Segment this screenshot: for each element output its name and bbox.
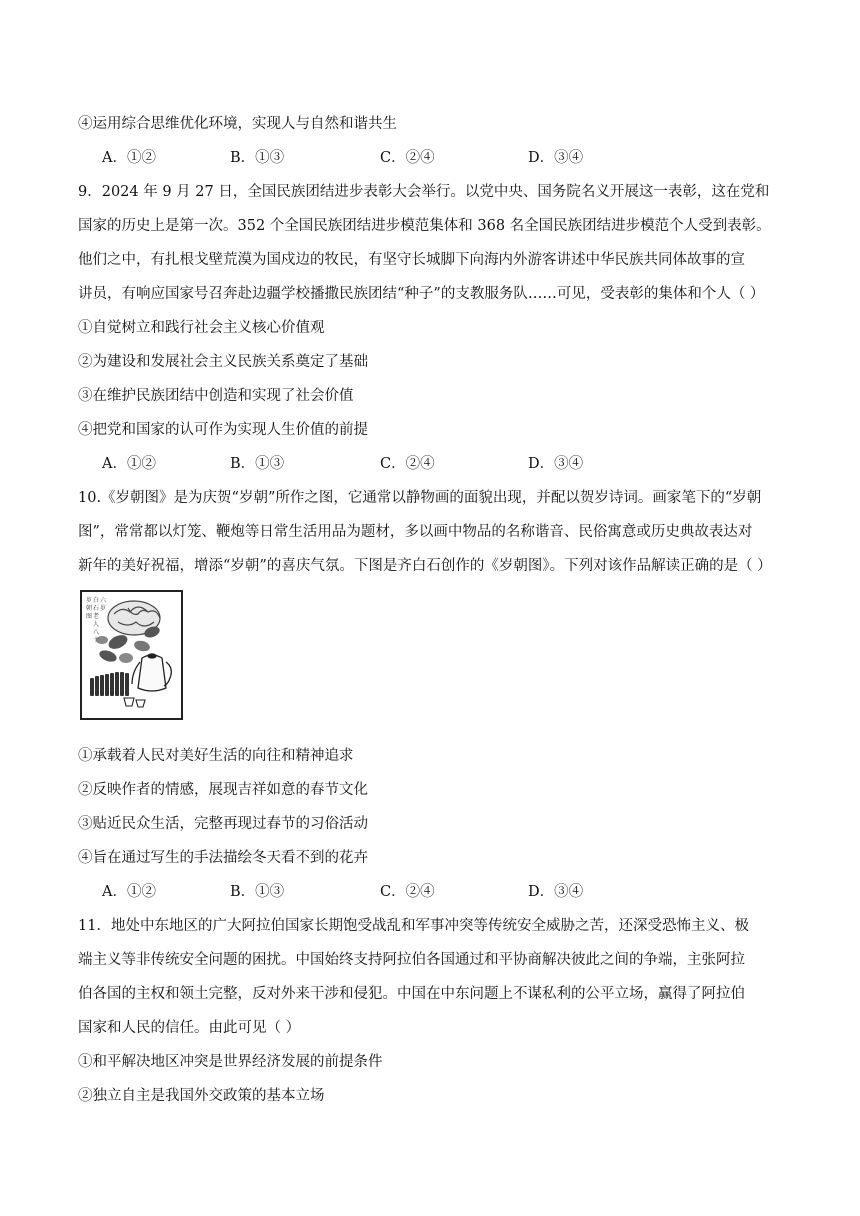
svg-text:白: 白 xyxy=(93,597,100,604)
svg-text:人: 人 xyxy=(93,621,100,628)
q11-stem-line-1: 11．地处中东地区的广大阿拉伯国家长期饱受战乱和军事冲突等传统安全威胁之苦，还深受恐怖主义、极 xyxy=(78,918,749,934)
option-c: C．②④ xyxy=(380,150,435,166)
svg-text:六: 六 xyxy=(100,597,107,604)
svg-text:八: 八 xyxy=(93,629,100,636)
q11-stem-line-2: 端主义等非传统安全问题的困扰。中国始终支持阿拉伯各国通过和平协商解决彼此之间的争端，主张阿拉 xyxy=(78,952,745,968)
option-d: D．③④ xyxy=(528,150,584,166)
q8-answer-options xyxy=(102,146,822,166)
svg-text:图: 图 xyxy=(86,613,93,620)
option-d: D．③④ xyxy=(528,884,584,900)
svg-text:朝: 朝 xyxy=(86,605,93,612)
svg-text:石: 石 xyxy=(93,605,100,612)
q9-stem-line-4: 讲员，有响应国家号召奔赴边疆学校播撒民族团结“种子”的支教服务队……可见，受表彰的集体和个人（ ） xyxy=(78,286,765,302)
option-b: B．①③ xyxy=(230,456,285,472)
svg-text:岁: 岁 xyxy=(100,605,107,612)
option-c: C．②④ xyxy=(380,456,435,472)
option-b: B．①③ xyxy=(230,150,285,166)
svg-text:老: 老 xyxy=(93,613,100,620)
option-b: B．①③ xyxy=(230,884,285,900)
q11-stem-line-4: 国家和人民的信任。由此可见（ ） xyxy=(78,1020,301,1036)
q9-stem-line-3: 他们之中，有扎根戈壁荒漠为国戍边的牧民，有坚守长城脚下向海内外游客讲述中华民族共同体故事的宣 xyxy=(78,252,745,268)
q10-statement-4: ④旨在通过写生的手法描绘冬天看不到的花卉 xyxy=(78,850,368,866)
q9-statement-2: ②为建设和发展社会主义民族关系奠定了基础 xyxy=(78,354,368,370)
teacups xyxy=(124,698,145,707)
option-a: A．①② xyxy=(102,456,156,472)
option-d: D．③④ xyxy=(528,456,584,472)
q10-stem-line-2: 图”，常常都以灯笼、鞭炮等日常生活用品为题材，多以画中物品的名称谐音、民俗寓意或历史典故表达对 xyxy=(78,524,753,540)
option-c: C．②④ xyxy=(380,884,435,900)
q10-statement-1: ①承载着人民对美好生活的向往和精神追求 xyxy=(78,748,354,764)
q9-statement-1: ①自觉树立和践行社会主义核心价值观 xyxy=(78,320,325,336)
q11-stem-line-3: 伯各国的主权和领土完整，反对外来干涉和侵犯。中国在中东问题上不谋私利的公平立场，赢得了阿拉伯 xyxy=(78,986,745,1002)
q10-answer-options xyxy=(102,880,822,900)
q9-statement-4: ④把党和国家的认可作为实现人生价值的前提 xyxy=(78,422,368,438)
q11-statement-2: ②独立自主是我国外交政策的基本立场 xyxy=(78,1088,325,1104)
teapot xyxy=(132,654,171,691)
q11-statement-1: ①和平解决地区冲突是世界经济发展的前提条件 xyxy=(78,1054,383,1070)
q9-stem-line-2: 国家的历史上是第一次。352 个全国民族团结进步模范集体和 368 名全国民族团结进步模范个人受到表彰。 xyxy=(78,218,771,234)
option-a: A．①② xyxy=(102,884,156,900)
q9-stem-line-1: 9．2024 年 9 月 27 日，全国民族团结进步表彰大会举行。以党中央、国务院名义开展这一表彰，这在党和 xyxy=(78,184,770,200)
q8-option-4: ④运用综合思维优化环境，实现人与自然和谐共生 xyxy=(78,116,397,132)
q10-statement-3: ③贴近民众生活，完整再现过春节的习俗活动 xyxy=(78,816,368,832)
option-a: A．①② xyxy=(102,150,156,166)
q10-statement-2: ②反映作者的情感，展现吉祥如意的春节文化 xyxy=(78,782,368,798)
svg-text:十: 十 xyxy=(93,637,100,644)
suichao-painting-image xyxy=(82,592,181,718)
firecrackers xyxy=(90,672,129,696)
q9-statement-3: ③在维护民族团结中创造和实现了社会价值 xyxy=(78,388,354,404)
svg-text:岁: 岁 xyxy=(86,597,93,604)
q10-stem-line-3: 新年的美好祝福，增添“岁朝”的喜庆气氛。下图是齐白石创作的《岁朝图》。下列对该作品解读正确的是（ ） xyxy=(78,558,772,574)
q10-stem-line-1: 10.《岁朝图》是为庆贺“岁朝”所作之图，它通常以静物画的面貌出现，并配以贺岁诗词。画家笔下的“岁朝 xyxy=(78,490,762,506)
painting-figure xyxy=(80,590,183,720)
q9-answer-options xyxy=(102,452,822,472)
